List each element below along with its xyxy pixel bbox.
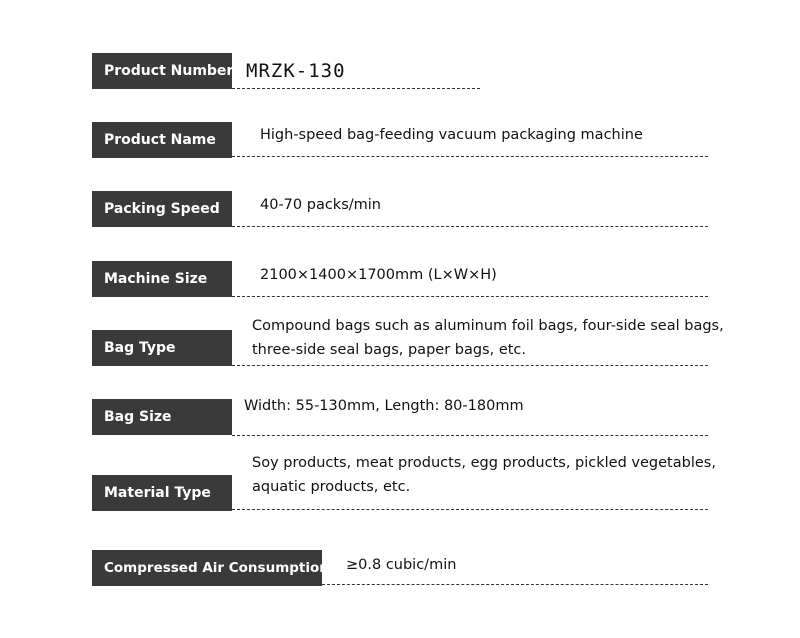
- spec-value-material-type-line-2: aquatic products, etc.: [252, 479, 411, 495]
- spec-value-product-name: High-speed bag-feeding vacuum packaging machine: [260, 127, 643, 143]
- spec-label-product-number: Product Number: [92, 53, 232, 89]
- spec-label-compressed-air-consumption: Compressed Air Consumption: [92, 550, 322, 586]
- spec-label-product-name: Product Name: [92, 122, 232, 158]
- divider: [232, 435, 708, 436]
- spec-value-bag-size: Width: 55-130mm, Length: 80-180mm: [244, 398, 524, 414]
- spec-value-material-type-line-1: Soy products, meat products, egg products, pickled vegetables,: [252, 455, 716, 471]
- divider: [232, 226, 708, 227]
- spec-value-compressed-air-consumption: ≥0.8 cubic/min: [346, 557, 457, 573]
- spec-value-bag-type-line-1: Compound bags such as aluminum foil bags, four-side seal bags,: [252, 318, 724, 334]
- spec-value-packing-speed: 40-70 packs/min: [260, 197, 381, 213]
- divider: [232, 88, 480, 89]
- divider: [232, 296, 708, 297]
- spec-value-machine-size: 2100×1400×1700mm (L×W×H): [260, 267, 497, 283]
- spec-label-bag-size: Bag Size: [92, 399, 232, 435]
- divider: [232, 509, 708, 510]
- divider: [232, 156, 708, 157]
- divider: [322, 584, 708, 585]
- spec-label-bag-type: Bag Type: [92, 330, 232, 366]
- divider: [232, 365, 708, 366]
- spec-label-material-type: Material Type: [92, 475, 232, 511]
- spec-label-machine-size: Machine Size: [92, 261, 232, 297]
- spec-value-product-number: MRZK-130: [246, 60, 346, 82]
- spec-label-packing-speed: Packing Speed: [92, 191, 232, 227]
- spec-value-bag-type-line-2: three-side seal bags, paper bags, etc.: [252, 342, 527, 358]
